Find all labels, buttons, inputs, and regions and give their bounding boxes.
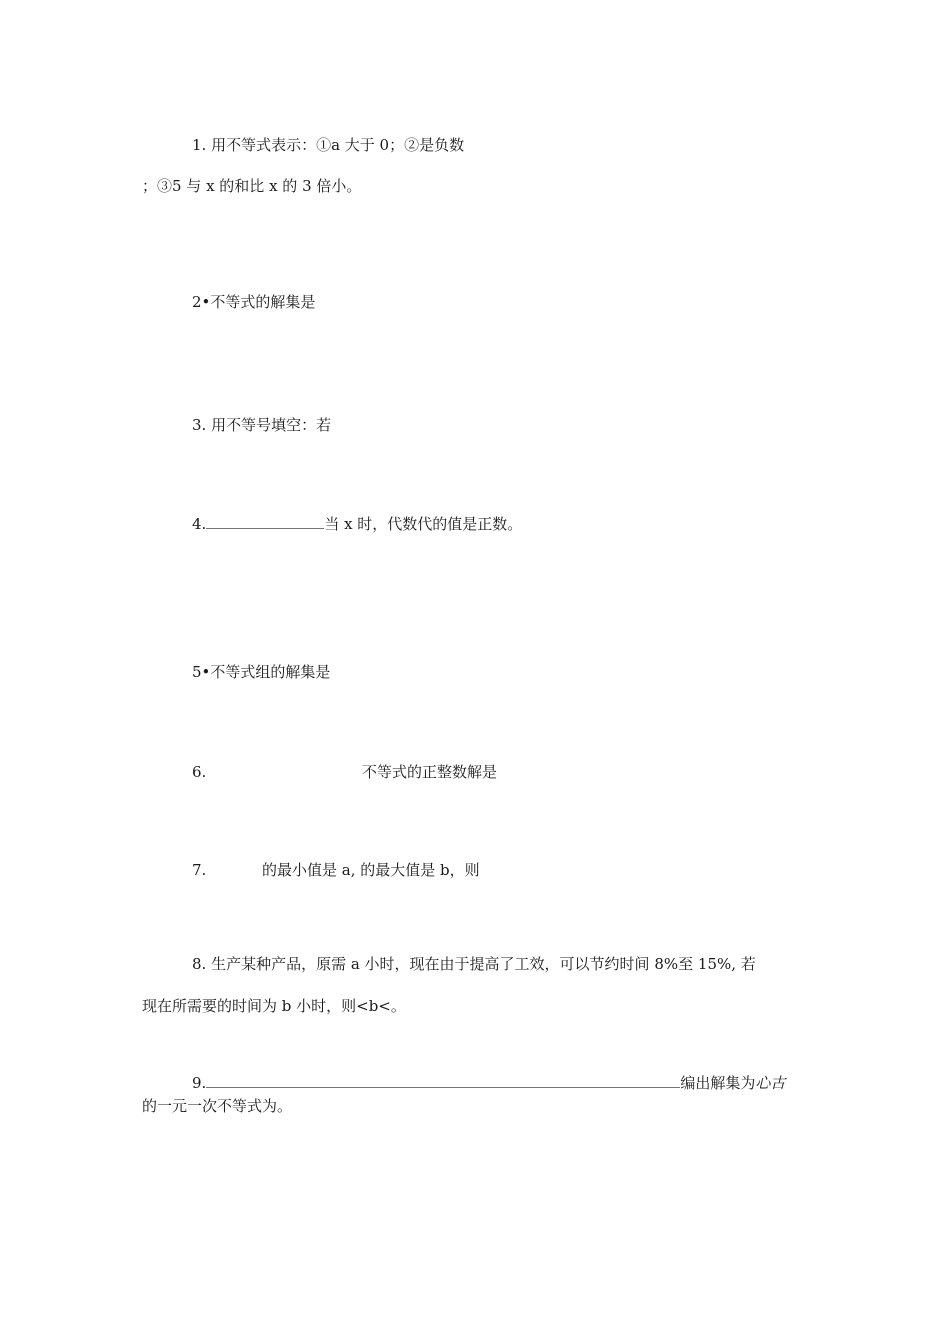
question-3: 3. 用不等号填空：若 <box>192 416 332 434</box>
question-4-text: 当 x 时，代数代的值是正数。 <box>324 515 523 533</box>
question-2: 2•不等式的解集是 <box>192 293 316 311</box>
question-6-number: 6. <box>192 763 207 781</box>
answer-blank <box>206 514 324 529</box>
answer-blank <box>206 1073 680 1088</box>
question-9-text: 编出解集为 <box>680 1074 756 1092</box>
question-4 <box>192 514 522 534</box>
question-1-line-1: 1. 用不等式表示：①a 大于 0；②是负数 <box>192 136 465 154</box>
question-8-line-1: 8. 生产某种产品，原需 a 小时，现在由于提高了工效，可以节约时间 8%至 15%, 若 <box>192 955 756 973</box>
question-4-number: 4. <box>192 515 207 533</box>
question-7-number: 7. <box>192 861 207 879</box>
question-9-line-1 <box>192 1073 785 1093</box>
question-1-line-2: ；③5 与 x 的和比 x 的 3 倍小。 <box>142 177 362 195</box>
question-9-italic-text: 心古 <box>755 1074 786 1092</box>
question-7-text: 的最小值是 a, 的最大值是 b，则 <box>262 861 480 879</box>
question-9-number: 9. <box>192 1074 207 1092</box>
question-5: 5•不等式组的解集是 <box>192 663 331 681</box>
question-6-text: 不等式的正整数解是 <box>362 763 498 781</box>
question-9-line-2: 的一元一次不等式为。 <box>142 1097 293 1115</box>
question-8-line-2: 现在所需要的时间为 b 小时，则<b<。 <box>142 997 406 1015</box>
